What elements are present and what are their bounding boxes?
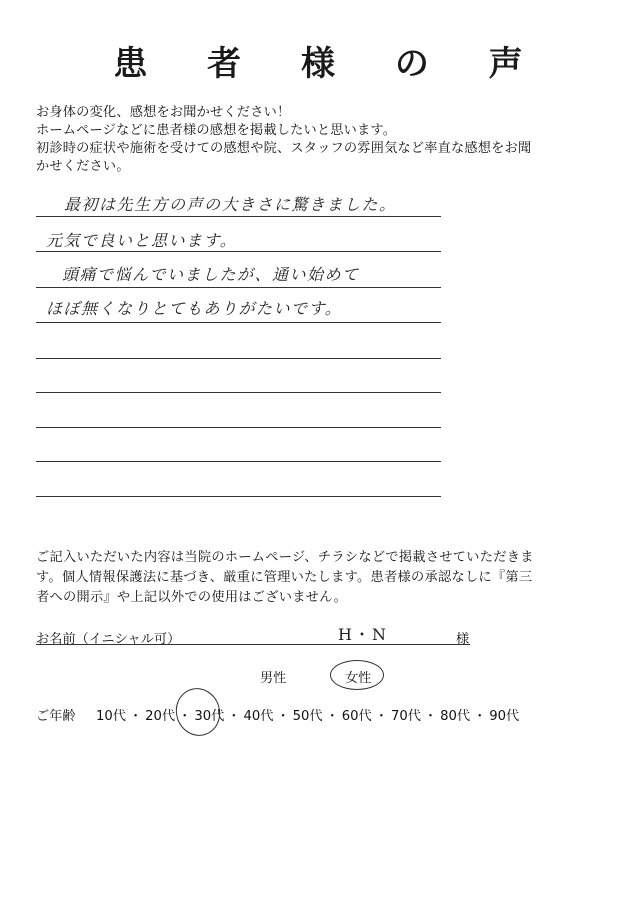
gender-male-option: 男性: [260, 671, 287, 686]
age-option: 60代: [341, 709, 372, 724]
selection-circle: [170, 682, 227, 741]
handwritten-text: 頭痛で悩んでいましたが、通い始めて: [62, 265, 360, 284]
age-separator: ・: [227, 709, 241, 724]
age-option: 30代: [194, 709, 225, 724]
age-separator: ・: [423, 709, 438, 724]
handwritten-text: 元気で良いと思います。: [46, 231, 238, 250]
page-title: 患 者 様 の 声: [113, 44, 547, 84]
intro-line: かせください。: [36, 159, 130, 174]
notice-line: す。個人情報保護法に基づき、厳重に管理いたします。患者様の承認なしに『第三: [36, 570, 533, 585]
age-label: ご年齢: [36, 709, 76, 724]
age-separator: ・: [276, 709, 290, 724]
intro-line: 初診時の症状や施術を受けての感想や院、スタッフの雰囲気など率直な感想をお聞: [36, 141, 532, 156]
writing-line: [36, 496, 441, 497]
writing-line: [36, 322, 441, 323]
name-label: お名前（イニシャル可）: [36, 632, 181, 647]
age-separator: ・: [473, 709, 487, 724]
age-options: [96, 705, 519, 724]
notice-line: 者への開示』や上記以外での使用はございません。: [36, 590, 348, 605]
handwritten-text: ほぼ無くなりとてもありがたいです。: [46, 299, 343, 318]
age-separator: ・: [178, 709, 192, 724]
handwritten-text: 最初は先生方の声の大きさに驚きました。: [64, 195, 397, 214]
age-separator: ・: [325, 709, 339, 724]
intro-text: [36, 104, 596, 176]
name-suffix: 様: [456, 632, 470, 647]
age-option: 50代: [292, 709, 323, 724]
age-separator: ・: [374, 709, 388, 724]
age-option: 90代: [489, 709, 520, 724]
intro-line: お身体の変化、感想をお聞かせください！: [36, 105, 291, 120]
name-value: H・N: [338, 625, 388, 644]
writing-line: [36, 358, 441, 359]
age-option: 10代: [96, 709, 126, 724]
writing-line: [36, 461, 441, 462]
writing-line: [36, 287, 441, 288]
writing-line: [36, 427, 441, 428]
gender-female-option: 女性: [345, 671, 372, 686]
writing-line: [36, 216, 441, 217]
age-option: 40代: [243, 709, 274, 724]
age-option: 80代: [440, 709, 471, 724]
age-option: 70代: [390, 709, 421, 724]
writing-line: [36, 251, 441, 252]
age-option: 20代: [145, 709, 176, 724]
writing-line: [36, 392, 441, 393]
privacy-notice: [36, 548, 610, 608]
selection-circle: [330, 660, 384, 690]
intro-line: ホームページなどに患者様の感想を掲載したいと思います。: [36, 123, 397, 138]
age-separator: ・: [128, 709, 143, 724]
notice-line: ご記入いただいた内容は当院のホームページ、チラシなどで掲載させていただきま: [36, 550, 534, 565]
name-field-line: [36, 644, 470, 645]
